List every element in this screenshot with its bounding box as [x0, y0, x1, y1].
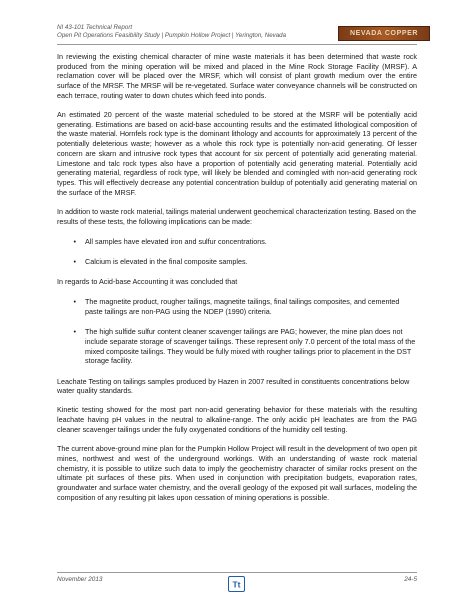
footer-divider [57, 572, 417, 573]
bullet-text: The high sulfide sulfur content cleaner scavenger tailings are PAG; however, the mine plan does not include separate storage of scavenger tailings. These represent only 7.0 percent of the total mass of the mixed composite tailings. They would be fully mixed with rougher tailings prior to placement in the DST storage facility. [85, 327, 416, 366]
company-logo-text: NEVADA COPPER [349, 30, 419, 37]
bullet-icon: • [73, 236, 76, 246]
paragraph-tailings-intro: In addition to waste rock material, tailings material underwent geochemical characterization testing. Based on the results of these tests, the following implications can be made: [57, 206, 417, 226]
paragraph-kinetic: Kinetic testing showed for the most part non-acid generating behavior for these materials with the resulting leachate having pH values in the neutral to alkaline-range. The only acidic pH leachates are from the PAG cleaner scavenger tailings under the fully oxygenated conditions of the humidity cell testing. [57, 405, 417, 434]
list-item [57, 327, 417, 366]
page-body [57, 52, 417, 502]
paragraph-mrsf: In reviewing the existing chemical character of mine waste materials it has been determined that waste rock produced from the mining operation will be mixed and placed in the Mine Rock Storage Facility (MRSF). A reclamation cover will be placed over the MRSF, which will consist of plant growth medium over the entire surface of the MRSF. The MRSF will be re-vegetated. Surface water conveyance channels will be constructed on each terrace, routing water to down chutes which feed into ponds. [57, 52, 417, 100]
bullet-icon: • [73, 297, 76, 307]
bullet-text: All samples have elevated iron and sulfur concentrations. [85, 236, 267, 246]
company-logo [338, 26, 430, 41]
list-item [57, 257, 417, 267]
paragraph-aba-intro: In regards to Acid-base Accounting it was concluded that [57, 277, 238, 287]
bullet-icon: • [73, 256, 76, 266]
bullet-icon: • [73, 327, 76, 337]
report-subtitle: Open Pit Operations Feasibility Study | Pumpkin Hollow Project | Yerington, Nevada [57, 32, 287, 39]
paragraph-pit-lakes: The current above-ground mine plan for the Pumpkin Hollow Project will result in the development of two open pit mines, northwest and west of the underground workings. With an understanding of waste rock material chemistry, it is possible to utilize such data to imply the geochemistry character of similar rocks present on the ultimate pit surfaces of these pits. When used in conjunction with precipitation budgets, evaporation rates, groundwater and surface water chemistry, and the overall geology of the exposed pit wall surfaces, modeling the composition of any resulting pit lakes upon cessation of mining operations is possible. [57, 444, 417, 502]
paragraph-leachate: Leachate Testing on tailings samples produced by Hazen in 2007 resulted in constituents concentrations below water quality standards. [57, 376, 410, 396]
bullet-text: The magnetite product, rougher tailings, magnetite tailings, final tailings composites, and cemented paste tailings are non-PAG using the NDEP (1990) criteria. [85, 297, 400, 317]
tetra-tech-logo-icon [228, 576, 245, 592]
page-number: 24-5 [404, 576, 417, 583]
report-id: NI 43-101 Technical Report [57, 24, 133, 31]
bullet-text: Calcium is elevated in the final composite samples. [85, 256, 248, 266]
footer-date: November 2013 [57, 576, 103, 583]
list-item [57, 237, 417, 247]
tetra-tech-logo-text: Tt [232, 579, 241, 590]
list-item [57, 297, 417, 316]
header-divider [57, 44, 417, 45]
paragraph-acid-generating: An estimated 20 percent of the waste material scheduled to be stored at the MSRF will be potentially acid generating. Estimations are based on acid-base accounting results and the estimated lithological composition of the waste material. Hornfels rock type is the dominant lithology and accounts for approximately 13 percent of the potentially deleterious waste; however as a whole this rock type is potentially non-acid generating. Of lesser concern are skarn and intrusive rock types that account for six percent of potentially acid generating material. Limestone and talc rock types also have a proportion of potentially acid generating material. Potentially acid generating material, regardless of rock type, will likely be blended and comingled with non-acid generating rock types. This will effectively decrease any potential concentration buildup of potentially acid generating material on the surface of the MRSF. [57, 110, 417, 197]
